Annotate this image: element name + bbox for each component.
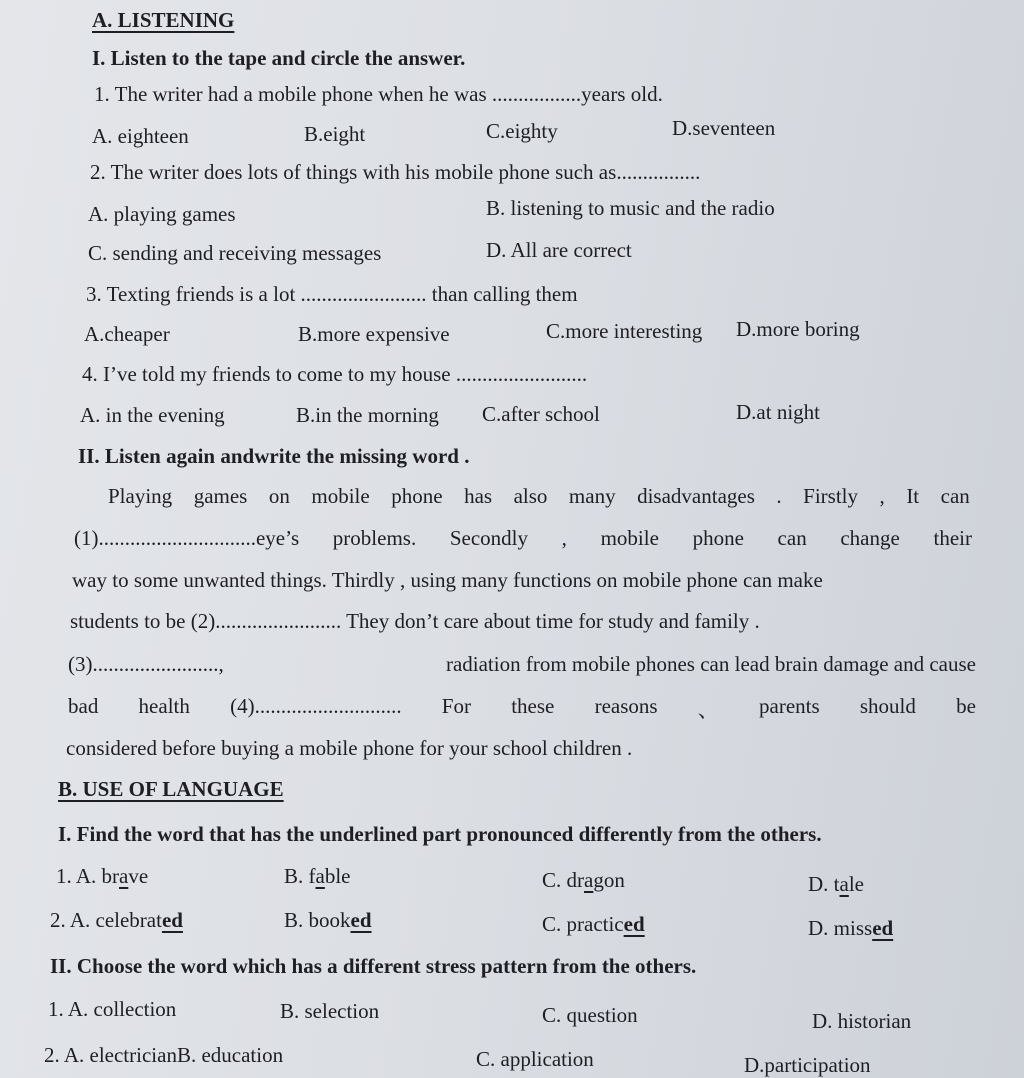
q2-option-d: D. All are correct xyxy=(486,238,632,262)
q2-option-a: A. playing games xyxy=(88,202,236,226)
pron-q2-option-d: D. missed xyxy=(808,916,894,940)
listening-part2-heading: II. Listen again andwrite the missing word . xyxy=(78,444,470,468)
q3-option-c: C.more interesting xyxy=(546,319,703,343)
listening-part1-heading: I. Listen to the tape and circle the answer. xyxy=(92,46,466,70)
question-1: 1. The writer had a mobile phone when he was .................years old. xyxy=(94,82,663,106)
q4-option-b: B.in the morning xyxy=(296,403,439,427)
pron-q1-option-b: B. fable xyxy=(284,864,351,888)
language-part2-heading: II. Choose the word which has a different stress pattern from the others. xyxy=(50,954,697,978)
q2-option-c: C. sending and receiving messages xyxy=(88,241,382,265)
q1-option-d: D.seventeen xyxy=(672,116,776,140)
language-part1-heading: I. Find the word that has the underlined part pronounced differently from the others. xyxy=(58,822,822,846)
answer-blank: ......................... xyxy=(455,362,588,386)
stress-q1-option-a: 1. A. collection xyxy=(48,997,177,1021)
q4-option-c: C.after school xyxy=(482,402,600,426)
q1-option-a: A. eighteen xyxy=(92,124,189,148)
question-2: 2. The writer does lots of things with his mobile phone such as................ xyxy=(90,160,701,184)
q3-option-d: D.more boring xyxy=(736,317,860,341)
passage-line-1: Playing games on mobile phone has also many disadvantages . Firstly , It can xyxy=(108,484,970,508)
passage-line-4: students to be (2)........................ They don’t care about time for study and family . xyxy=(70,609,760,633)
stress-q1-option-d: D. historian xyxy=(812,1009,912,1033)
section-b-title: B. USE OF LANGUAGE xyxy=(58,777,284,801)
passage-line-7: considered before buying a mobile phone for your school children . xyxy=(66,736,633,760)
q2-option-b: B. listening to music and the radio xyxy=(486,196,775,220)
q4-option-d: D.at night xyxy=(736,400,820,424)
pron-q1-option-a: 1. A. brave xyxy=(56,864,149,888)
question-4: 4. I’ve told my friends to come to my house ......................... xyxy=(82,362,588,386)
stress-q2-option-a-b: 2. A. electricianB. education xyxy=(44,1043,284,1067)
question-3: 3. Texting friends is a lot ........................ than calling them xyxy=(86,282,578,306)
pron-q1-option-c: C. dragon xyxy=(542,868,625,892)
q1-option-c: C.eighty xyxy=(486,119,558,143)
q3-option-b: B.more expensive xyxy=(298,322,450,346)
answer-blank: ........................ xyxy=(300,282,427,306)
stress-q2-option-d: D.participation xyxy=(744,1053,871,1077)
stress-q1-option-c: C. question xyxy=(542,1003,638,1027)
passage-line-6: bad health (4)............................ For these reasons 、 parents should be xyxy=(68,694,976,722)
stress-q1-option-b: B. selection xyxy=(280,999,380,1023)
stress-q2-option-c: C. application xyxy=(476,1047,594,1071)
answer-blank: ................ xyxy=(616,160,701,184)
answer-blank: ................. xyxy=(491,82,582,106)
q3-option-a: A.cheaper xyxy=(84,322,170,346)
pron-q1-option-d: D. tale xyxy=(808,872,864,896)
pron-q2-option-c: C. practiced xyxy=(542,912,645,936)
pron-q2-option-a: 2. A. celebrated xyxy=(50,908,183,932)
passage-line-3: way to some unwanted things. Thirdly , using many functions on mobile phone can make xyxy=(72,568,823,592)
q1-option-b: B.eight xyxy=(304,122,366,146)
q4-option-a: A. in the evening xyxy=(80,403,225,427)
section-a-title: A. LISTENING xyxy=(92,8,235,32)
passage-line-5: (3)........................, radiation from mobile phones can lead brain damage and cause xyxy=(68,652,976,676)
passage-line-2: (1)..............................eye’s problems. Secondly , mobile phone can change their xyxy=(74,526,972,550)
pron-q2-option-b: B. booked xyxy=(284,908,372,932)
